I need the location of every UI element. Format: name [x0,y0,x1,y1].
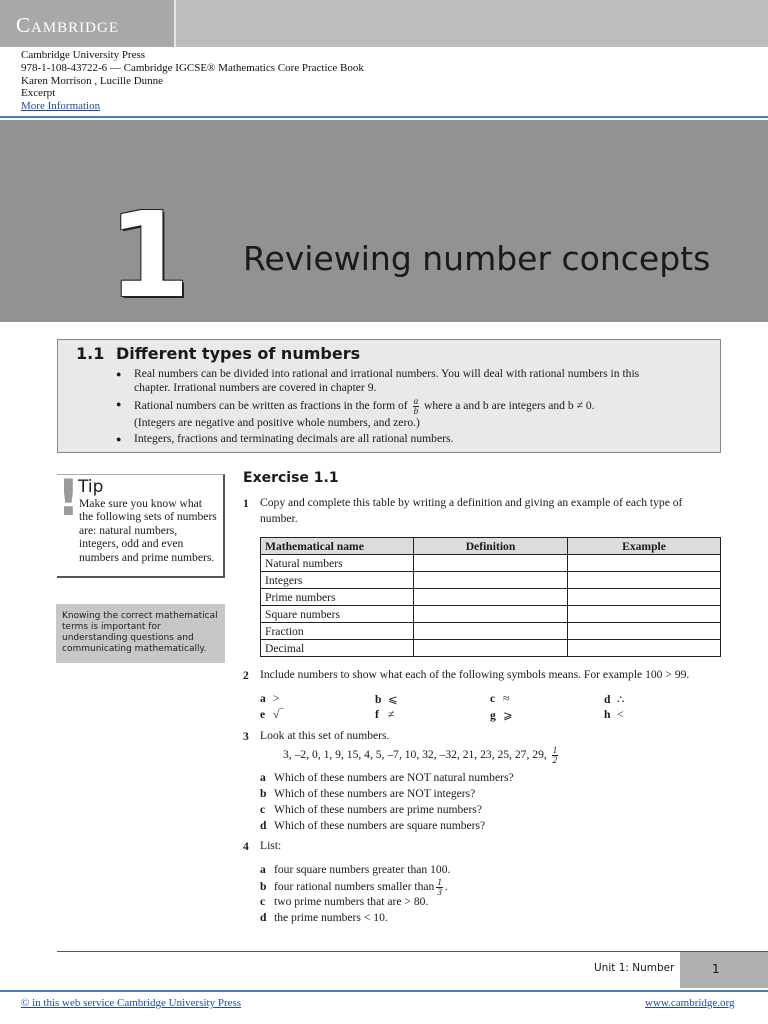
chapter-number: 1 [108,186,191,324]
key-concepts-box [57,339,721,453]
sub-question: b four rational numbers smaller than $\frac{1}{3}$ . [260,877,448,897]
symbol-item: c ≈ [490,692,510,705]
symbol-item: g ⩾ [490,709,513,722]
concept-list [116,367,676,448]
number-types-table [260,537,721,657]
page-number: 1 [712,962,720,976]
table-row: Decimal [261,640,721,657]
sub-question: c Which of these numbers are prime numbers? [260,803,482,816]
excerpt-label: Excerpt [21,87,56,100]
concept-bullet: ● Real numbers can be divided into rational and irrational numbers. You will deal with rational numbers in this chapter. Irrational numbers are covered in chapter 9. [116,367,676,395]
sub-question: a four square numbers greater than 100. [260,863,451,876]
question-text: Include numbers to show what each of the following symbols means. For example 100 > 99. [260,668,690,681]
concept-bullet: ● Rational numbers can be written as fractions in the form of $\frac{a}{b}$ where a and b are integers and b ≠ 0. (Integers are negative and positive whole numbers, and zero.) [116,397,676,430]
tip-title: Tip [78,477,104,497]
symbol-item: b ⩽ [375,693,398,706]
tip-text: Make sure you know what the following sets of numbers are: natural numbers, integers, odd and even numbers and prime numbers. [79,497,217,564]
symbol-item: f ≠ [375,708,395,721]
question-number: 1 [243,497,249,510]
more-information-link[interactable]: More Information [21,100,101,113]
section-number: 1.1 [76,344,105,363]
publisher: Cambridge University Press [21,49,146,61]
table-header: Definition [414,538,568,555]
bottom-divider [0,990,768,992]
fraction-half: $\frac{1}{2}$ [552,745,558,765]
exercise-title: Exercise 1.1 [243,470,339,486]
fraction-a-over-b: $\frac{a}{b}$ [413,396,419,416]
table-row: Natural numbers [261,555,721,572]
copyright-link[interactable]: © in this web service Cambridge University Press [21,997,242,1009]
authors: Karen Morrison , Lucille Dunne [21,74,164,87]
book-metadata [21,49,364,113]
chapter-title: Reviewing number concepts [243,239,711,278]
question-number: 4 [243,840,249,853]
question-number: 3 [243,730,249,743]
footer-divider [57,951,768,952]
symbol-item: d ∴ [604,693,625,706]
question-text: Look at this set of numbers. [260,729,390,742]
sub-question: a Which of these numbers are NOT natural numbers? [260,771,514,784]
table-header: Mathematical name [261,538,414,555]
concept-bullet: ● Integers, fractions and terminating decimals are all rational numbers. [116,432,676,446]
table-header-row [261,538,721,555]
table-row: Square numbers [261,606,721,623]
table-row: Prime numbers [261,589,721,606]
question-text: Copy and complete this table by writing a definition and giving an example of each type of number. [260,496,683,525]
website-link[interactable]: www.cambridge.org [645,997,735,1009]
section-heading: Different types of numbers [116,344,361,363]
number-set: 3, –2, 0, 1, 9, 15, 4, 5, –7, 10, 32, –32, 21, 23, 25, 27, 29, $\frac{1}{2}$ [283,745,558,765]
table-row: Fraction [261,623,721,640]
fraction-third: $\frac{1}{3}$ [437,877,442,897]
page-number-box [680,952,768,988]
margin-note: Knowing the correct mathematical terms is important for understanding questions and communicating mathematically. [56,604,225,663]
exclamation-icon: ! [57,469,80,527]
unit-label: Unit 1: Number [594,962,675,974]
cambridge-logo: Cambridge [0,0,176,47]
question-number: 2 [243,669,249,682]
question-text: List: [260,839,282,852]
sub-question: d the prime numbers < 10. [260,911,388,924]
table-header: Example [568,538,721,555]
symbol-item: e √‾ [260,708,284,721]
table-row: Integers [261,572,721,589]
header-divider [0,116,768,118]
symbol-item: h < [604,708,624,721]
sub-question: d Which of these numbers are square numbers? [260,819,486,832]
sub-question: c two prime numbers that are > 80. [260,895,429,908]
symbol-item: a > [260,692,280,705]
isbn-title: 978-1-108-43722-6 — Cambridge IGCSE® Mathematics Core Practice Book [21,61,364,74]
sub-question: b Which of these numbers are NOT integers? [260,787,476,800]
